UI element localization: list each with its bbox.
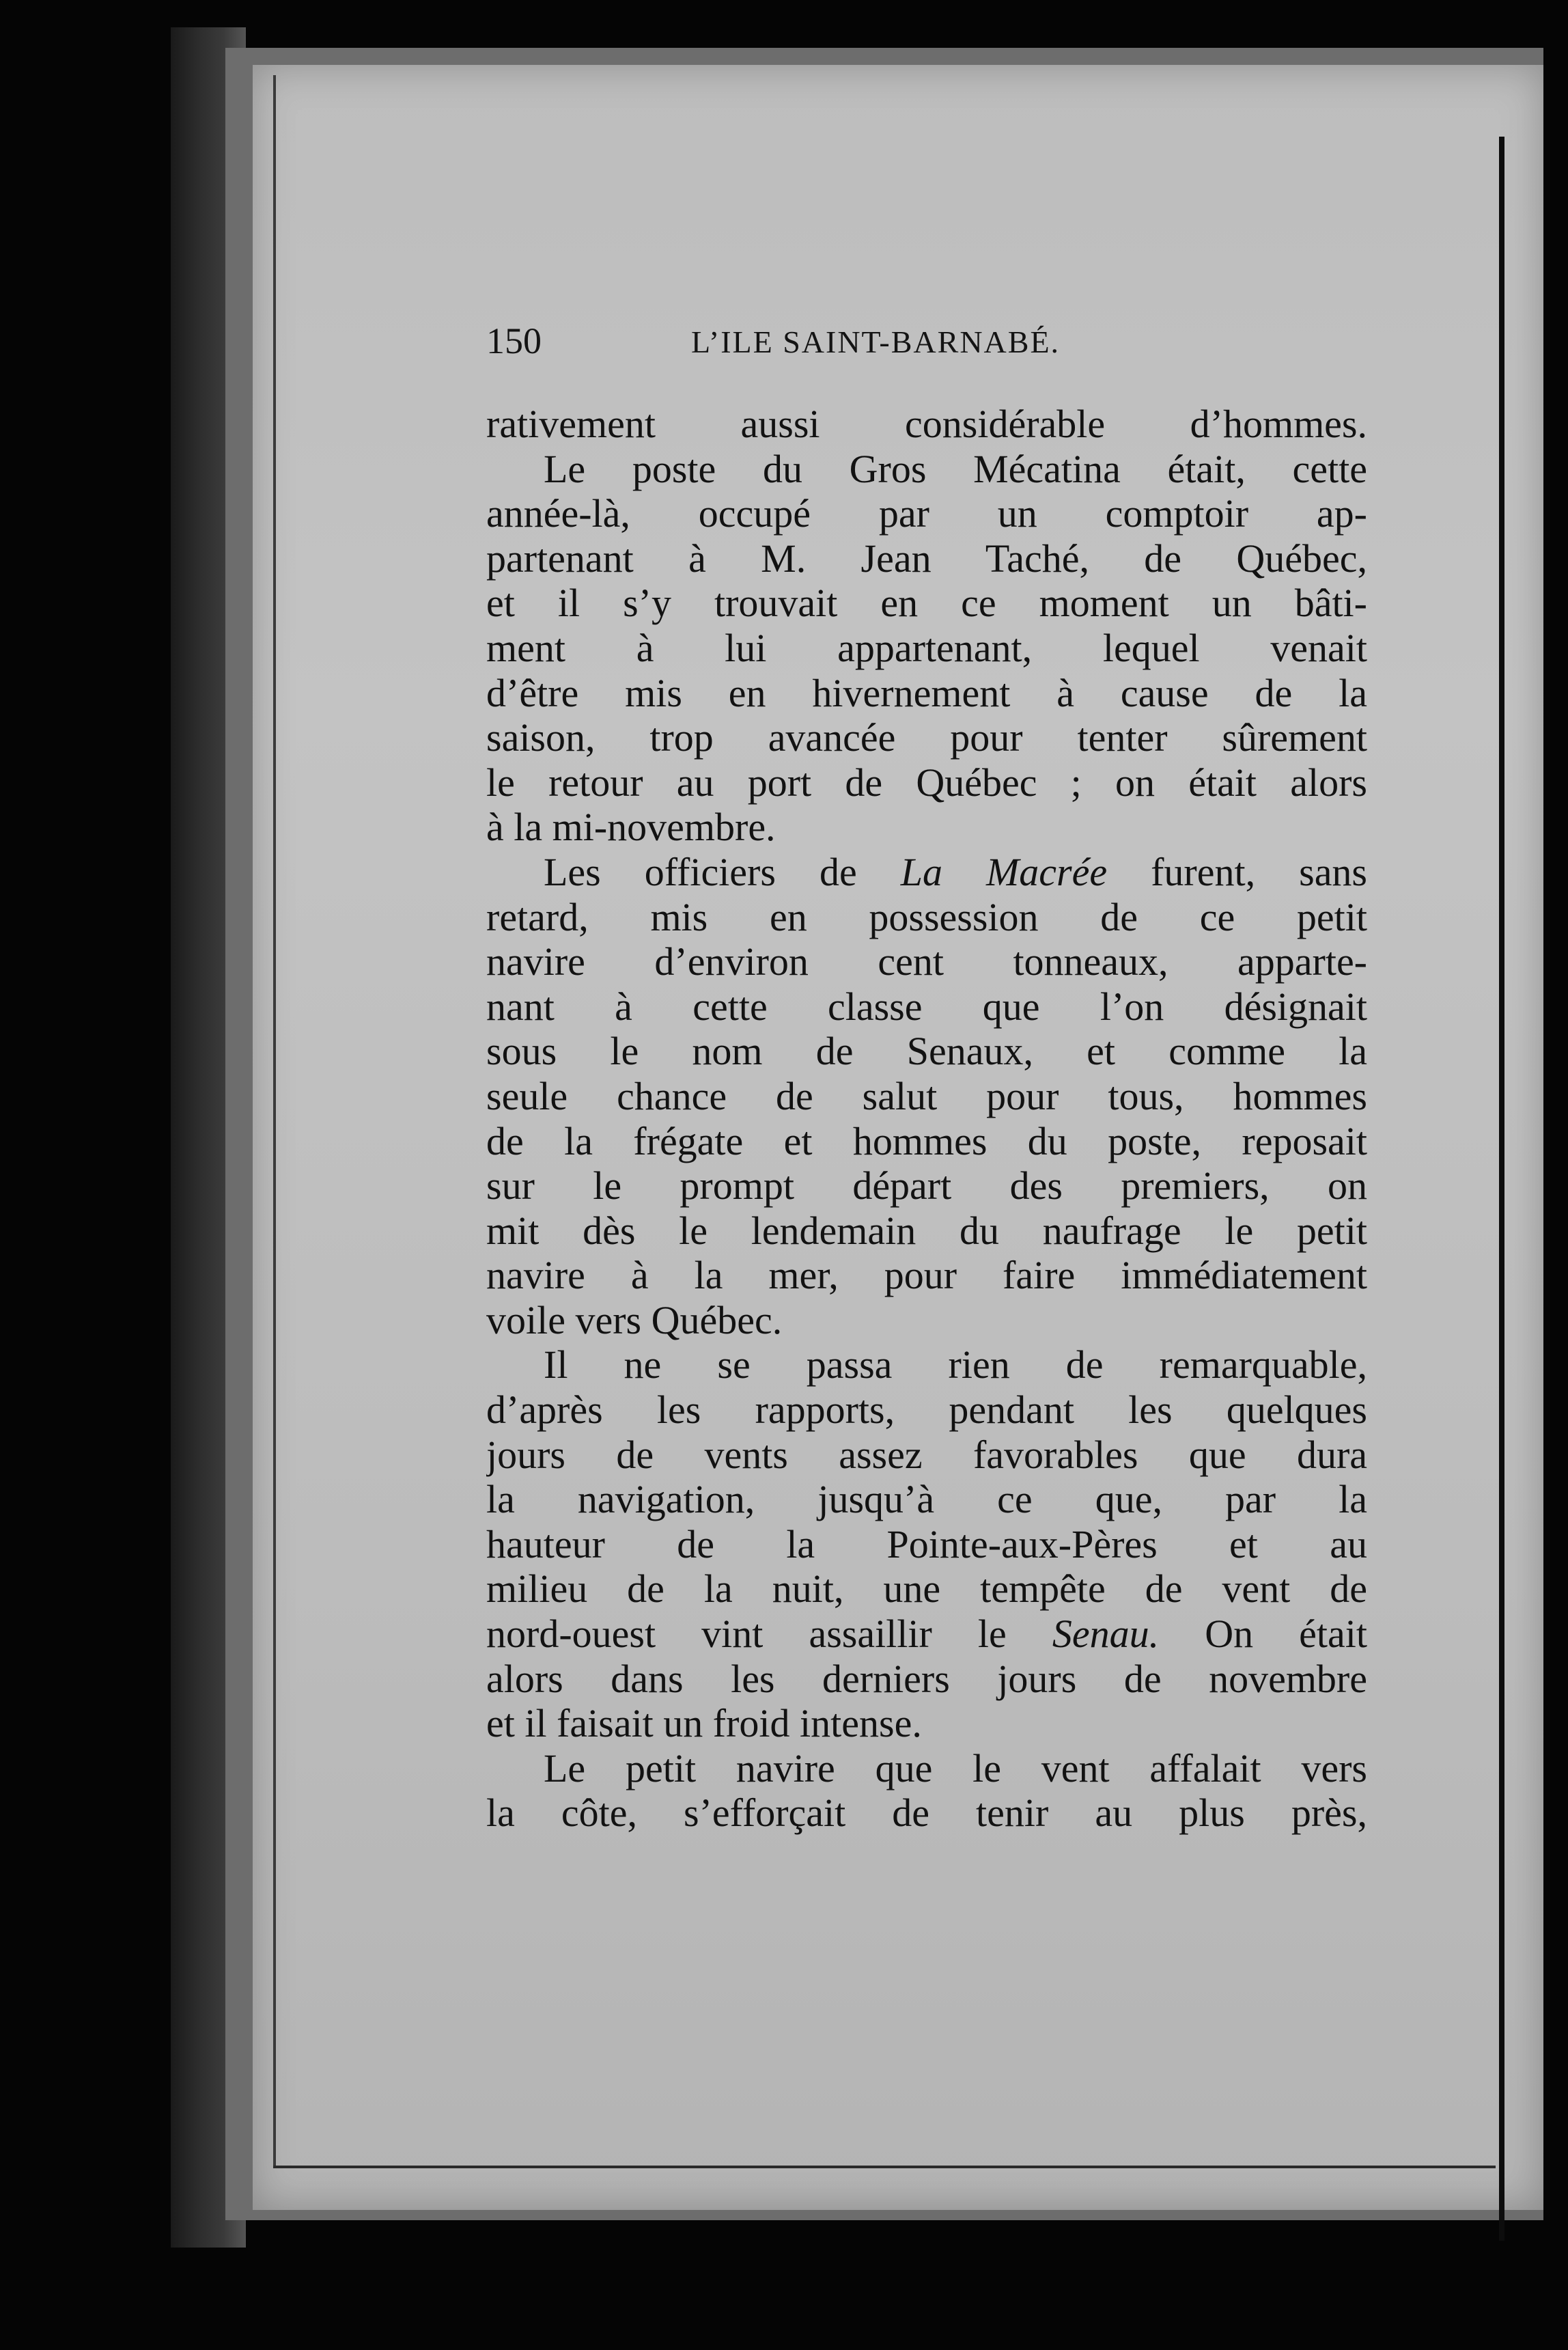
text-line: la navigation, jusqu’à ce que, par la (486, 1477, 1367, 1522)
text-line: sur le prompt départ des premiers, on (486, 1163, 1367, 1208)
page-number: 150 (486, 320, 542, 361)
text-segment: nord-ouest vint assaillir le (486, 1612, 1052, 1657)
text-line: saison, trop avancée pour tenter sûrement (486, 715, 1367, 760)
text-line: rativement aussi considérable d’hommes. (486, 402, 1367, 446)
running-title: L’ILE SAINT-BARNABÉ. (691, 324, 1061, 359)
text-line: de la frégate et hommes du poste, reposait (486, 1118, 1367, 1163)
body-text (486, 402, 1367, 1836)
text-line: jours de vents assez favorables que dura (486, 1432, 1367, 1477)
text-line: milieu de la nuit, une tempête de vent de (486, 1566, 1367, 1612)
text-segment: On était (1159, 1612, 1367, 1657)
page-edge-rule (273, 2166, 1496, 2168)
text-line: sous le nom de Senaux, et comme la (486, 1029, 1367, 1074)
text-line: ment à lui appartenant, lequel venait (486, 625, 1367, 670)
text-line: mit dès le lendemain du naufrage le petit (486, 1208, 1367, 1253)
text-line: voile vers Québec. (486, 1297, 783, 1342)
page-edge-rule (273, 75, 276, 2166)
text-line: et il faisait un froid intense. (486, 1701, 922, 1746)
text-line: la côte, s’efforçait de tenir au plus près, (486, 1791, 1367, 1836)
ship-name-italic: La Macrée (900, 849, 1108, 894)
running-head (486, 320, 1374, 368)
text-line: et il s’y trouvait en ce moment un bâti- (486, 581, 1367, 626)
text-line: le retour au port de Québec ; on était alors (486, 760, 1367, 805)
text-line: alors dans les derniers jours de novembre (486, 1656, 1367, 1701)
text-line: d’être mis en hivernement à cause de la (486, 670, 1367, 715)
text-line: retard, mis en possession de ce petit (486, 894, 1367, 939)
ship-name-italic: Senau. (1052, 1612, 1160, 1657)
text-line: Le poste du Gros Mécatina était, cette (544, 446, 1367, 491)
text-line: Il ne se passa rien de remarquable, (544, 1342, 1367, 1387)
text-line: seule chance de salut pour tous, hommes (486, 1073, 1367, 1118)
text-line: année-là, occupé par un comptoir ap- (486, 491, 1367, 536)
text-line: Le petit navire que le vent affalait vers (544, 1745, 1367, 1791)
text-line: navire d’environ cent tonneaux, apparte- (486, 939, 1367, 984)
text-line (486, 850, 1367, 895)
text-segment: furent, sans (1107, 849, 1367, 894)
text-line (486, 1612, 1367, 1657)
text-line: d’après les rapports, pendant les quelques (486, 1387, 1367, 1433)
text-line: navire à la mer, pour faire immédiatement (486, 1253, 1367, 1298)
text-line: à la mi-novembre. (486, 805, 776, 850)
text-line: hauteur de la Pointe-aux-Pères et au (486, 1521, 1367, 1566)
text-segment: Les officiers de (544, 849, 901, 894)
text-line: nant à cette classe que l’on désignait (486, 984, 1367, 1029)
text-line: partenant à M. Jean Taché, de Québec, (486, 536, 1367, 581)
gutter-shadow (1499, 137, 1504, 2241)
